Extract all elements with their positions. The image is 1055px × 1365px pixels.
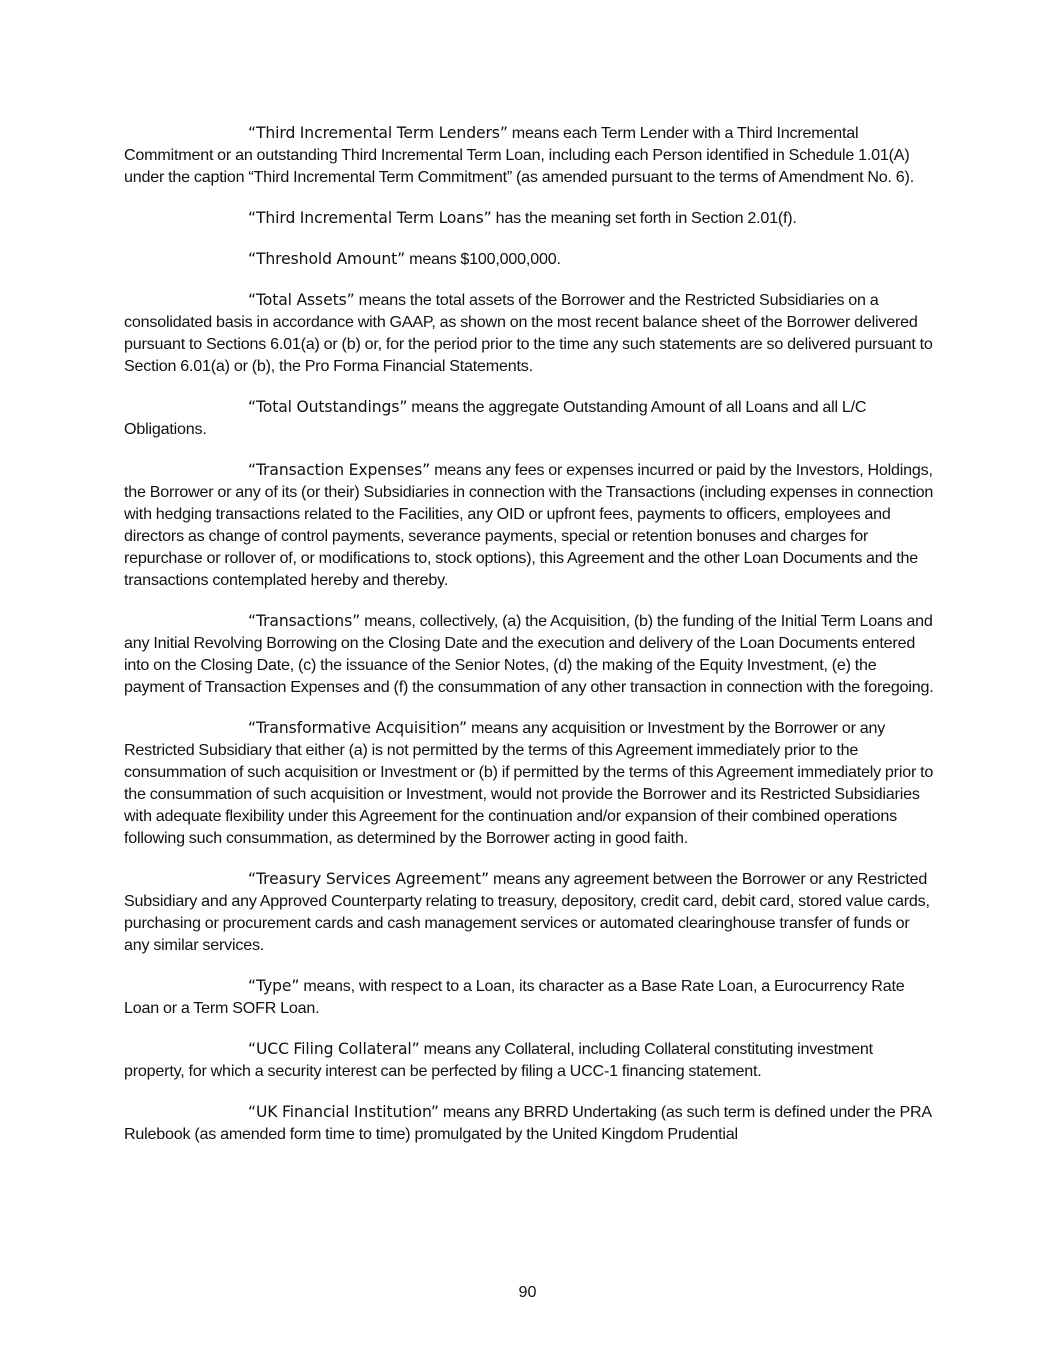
defined-term: “Threshold Amount” (248, 250, 406, 268)
definition-text: means the aggregate Outstanding Amount of all Loans and all L/C Obligations. (124, 398, 867, 438)
defined-term: “UK Financial Institution” (248, 1103, 439, 1121)
definition-text: means, collectively, (a) the Acquisition, (b) the funding of the Initial Term Loans and any Initial Revolving Borrowing on the Closing Date and the execution and delivery of the Loan Documents entered into on the Closing Date, (c) the issuance of the Senior Notes, (d) the making of the Equity Investment, (e) the payment of Transaction Expenses and (f) the consummation of any other transaction in connection with the foregoing. (124, 612, 934, 696)
definition-third-incremental-term-loans (124, 207, 934, 229)
definitions-list (124, 122, 934, 1164)
defined-term: “Total Outstandings” (248, 398, 408, 416)
definition-third-incremental-term-lenders (124, 122, 934, 188)
defined-term: “Treasury Services Agreement” (248, 870, 490, 888)
definition-text: means any agreement between the Borrower or any Restricted Subsidiary and any Approved Counterparty relating to treasury, depository, credit card, debit card, stored value cards, purchasing or procurement cards and cash management services or automated clearinghouse transfer of funds or any similar services. (124, 870, 930, 954)
defined-term: “Transformative Acquisition” (248, 719, 467, 737)
definition-total-outstandings (124, 396, 934, 440)
definition-transaction-expenses (124, 459, 934, 591)
definition-threshold-amount (124, 248, 934, 270)
page-number: 90 (518, 1283, 537, 1301)
definition-ucc-filing-collateral (124, 1038, 934, 1082)
definition-treasury-services-agreement (124, 868, 934, 956)
definition-text: means any BRRD Undertaking (as such term is defined under the PRA Rulebook (as amended form time to time) promulgated by the United Kingdom Prudential (124, 1103, 932, 1143)
defined-term: “Transactions” (248, 612, 361, 630)
defined-term: “UCC Filing Collateral” (248, 1040, 420, 1058)
definition-text: means any fees or expenses incurred or paid by the Investors, Holdings, the Borrower or any of its (or their) Subsidiaries in connection with the Transactions (including expenses in connection with hedging transactions related to the Facilities, any OID or upfront fees, payments to officers, employees and directors as change of control payments, severance payments, special or retention bonuses and charges for repurchase or rollover of, or modifications to, stock options), this Agreement and the other Loan Documents and the transactions contemplated hereby and thereby. (124, 461, 934, 589)
definition-text: means any acquisition or Investment by the Borrower or any Restricted Subsidiary that either (a) is not permitted by the terms of this Agreement immediately prior to the consummation of such acquisition or Investment or (b) if permitted by the terms of this Agreement immediately prior to the consummation of such acquisition or Investment, would not provide the Borrower and its Restricted Subsidiaries with adequate flexibility under this Agreement for the continuation and/or expansion of their combined operations following such consummation, as determined by the Borrower acting in good faith. (124, 719, 934, 847)
definition-transformative-acquisition (124, 717, 934, 849)
definition-text: means, with respect to a Loan, its character as a Base Rate Loan, a Eurocurrency Rate Loan or a Term SOFR Loan. (124, 977, 905, 1017)
defined-term: “Type” (248, 977, 300, 995)
defined-term: “Third Incremental Term Lenders” (248, 124, 508, 142)
definition-total-assets (124, 289, 934, 377)
definition-type (124, 975, 934, 1019)
defined-term: “Total Assets” (248, 291, 355, 309)
definition-text: means $100,000,000. (405, 250, 561, 268)
definition-text: means the total assets of the Borrower and the Restricted Subsidiaries on a consolidated basis in accordance with GAAP, as shown on the most recent balance sheet of the Borrower delivered pursuant to Sections 6.01(a) or (b) or, for the period prior to the time any such statements are so delivered pursuant to Section 6.01(a) or (b), the Pro Forma Financial Statements. (124, 291, 933, 375)
definition-text: has the meaning set forth in Section 2.01(f). (491, 209, 797, 227)
definition-text: means each Term Lender with a Third Incremental Commitment or an outstanding Third Incremental Term Loan, including each Person identified in Schedule 1.01(A) under the caption “Third Incremental Term Commitment” (as amended pursuant to the terms of Amendment No. 6). (124, 124, 914, 186)
definition-transactions (124, 610, 934, 698)
defined-term: “Third Incremental Term Loans” (248, 209, 492, 227)
definition-text: means any Collateral, including Collateral constituting investment property, for which a security interest can be perfected by filing a UCC-1 financing statement. (124, 1040, 873, 1080)
definition-uk-financial-institution (124, 1101, 934, 1145)
defined-term: “Transaction Expenses” (248, 461, 431, 479)
